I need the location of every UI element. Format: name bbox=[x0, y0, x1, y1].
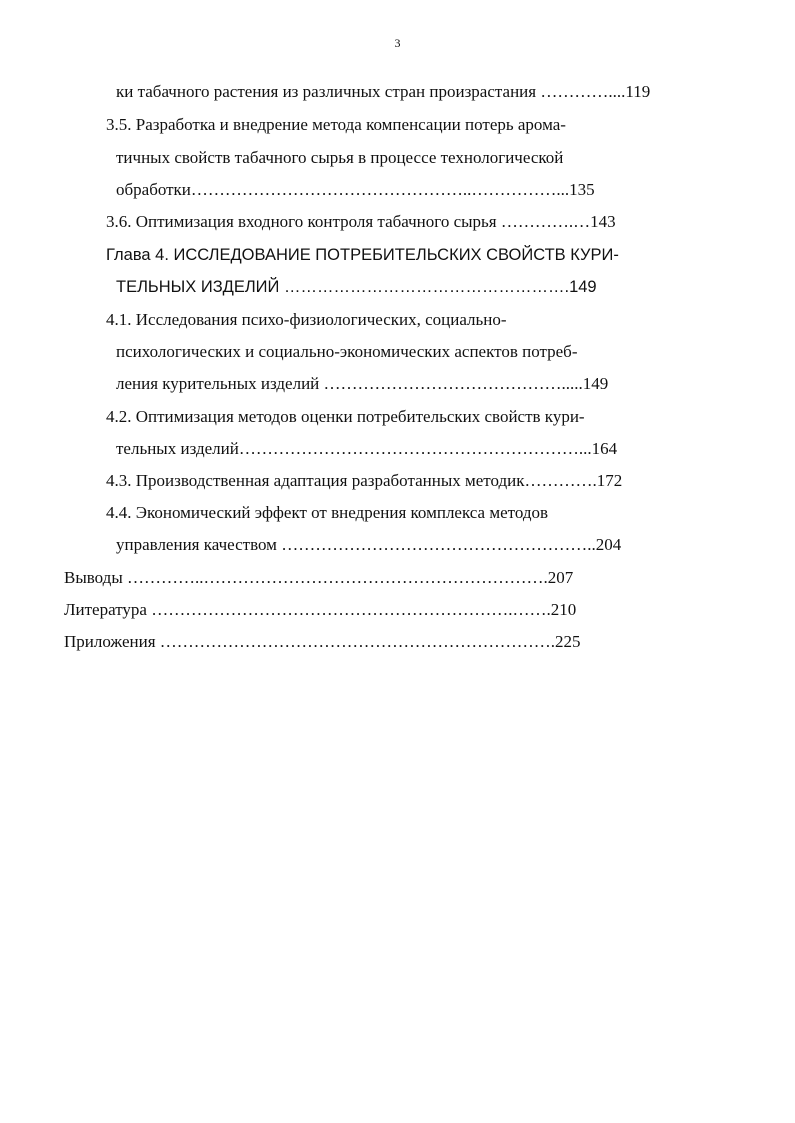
toc-line: Приложения …………………………………………………………….225 bbox=[64, 632, 581, 651]
toc-line: 4.2. Оптимизация методов оценки потребительских свойств кури- bbox=[106, 407, 585, 426]
toc-line: Выводы …………..…………………………………………………….207 bbox=[64, 568, 574, 587]
toc-line: 4.3. Производственная адаптация разработанных методик………….172 bbox=[106, 471, 623, 490]
toc-line: 4.1. Исследования психо-физиологических, социально- bbox=[106, 310, 507, 329]
toc-line: ления курительных изделий …………………………………….....149 bbox=[116, 374, 609, 393]
toc-line: тичных свойств табачного сырья в процессе технологической bbox=[116, 148, 564, 167]
toc-line: 3.6. Оптимизация входного контроля табачного сырья ………….…143 bbox=[106, 212, 616, 231]
toc-line: управления качеством ………………………………………………..204 bbox=[116, 535, 622, 554]
toc-line: обработки…………………………………………..……………...135 bbox=[116, 180, 595, 199]
toc-line: 4.4. Экономический эффект от внедрения комплекса методов bbox=[106, 503, 549, 522]
toc-chapter-title: ТЕЛЬНЫХ ИЗДЕЛИЙ …………………………………………….149 bbox=[116, 278, 597, 296]
page-number: 3 bbox=[394, 36, 401, 50]
toc-line: тельных изделий……………………………………………………...164 bbox=[116, 439, 618, 458]
toc-line: психологических и социально-экономических аспектов потреб- bbox=[116, 342, 578, 361]
toc-line: 3.5. Разработка и внедрение метода компенсации потерь арома- bbox=[106, 115, 566, 134]
toc-line: Литература ……………………………………………………….…….210 bbox=[64, 600, 577, 619]
toc-chapter-title: Глава 4. ИССЛЕДОВАНИЕ ПОТРЕБИТЕЛЬСКИХ СВОЙСТВ КУРИ- bbox=[106, 246, 619, 264]
toc-line: ки табачного растения из различных стран произрастания …………....119 bbox=[116, 82, 651, 101]
